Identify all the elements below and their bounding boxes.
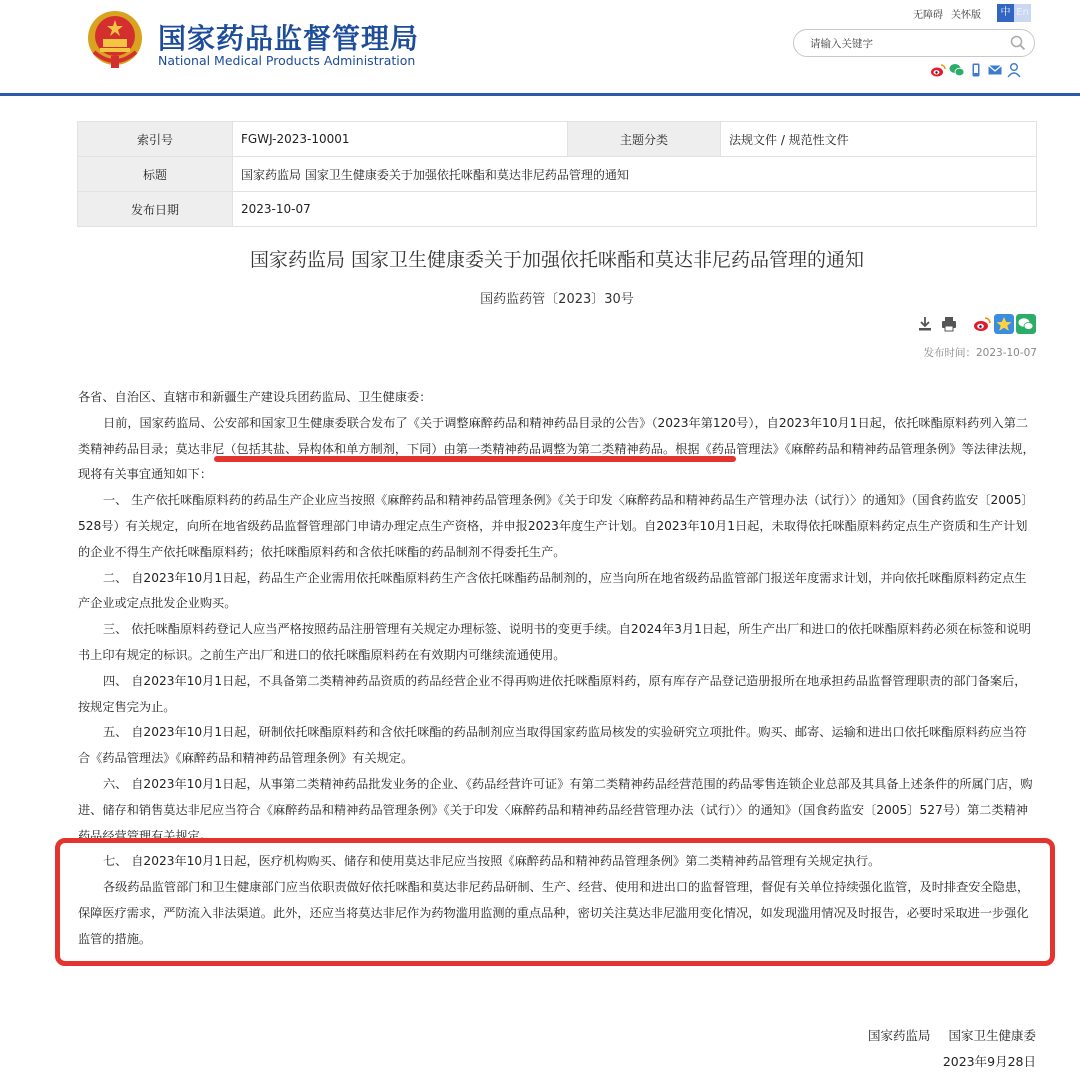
lang-en-button[interactable]: En — [1014, 4, 1031, 22]
print-icon[interactable] — [940, 315, 958, 333]
item-paragraph-2: 二、 自2023年10月1日起，药品生产企业需用依托咪酯原料药生产含依托咪酯药品制剂的，应当向所在地省级药品监管部门报送年度需求计划，并向依托咪酯原料药定点生产企业或定点批发企业购买。 — [78, 570, 1027, 611]
topic-value: 法规文件 / 规范性文件 — [721, 122, 1037, 157]
user-icon[interactable] — [1006, 62, 1022, 78]
share-buttons — [972, 314, 1036, 334]
site-title[interactable]: 国家药品监督管理局 — [158, 22, 420, 55]
accessibility-link[interactable]: 无障碍 — [913, 10, 943, 21]
table-row — [78, 157, 1037, 192]
salutation: 各省、自治区、直辖市和新疆生产建设兵团药监局、卫生健康委： — [78, 390, 432, 404]
signature-date: 2023年9月28日 — [942, 1054, 1036, 1069]
signer-nhc: 国家卫生健康委 — [948, 1028, 1036, 1043]
mail-icon[interactable] — [987, 62, 1003, 78]
item-paragraph-7: 七、 自2023年10月1日起，医疗机构购买、储存和使用莫达非尼应当按照《麻醉药品和精神药品管理条例》第二类精神药品管理有关规定执行。 — [103, 854, 881, 869]
item-paragraph-6: 六、 自2023年10月1日起，从事第二类精神药品批发业务的企业、《药品经营许可证》有第二类精神药品经营范围的药品零售连锁企业总部及其具备上述条件的所属门店，购进、储存和销售莫达非尼应当符合《麻醉药品和精神药品管理条例》《关于印发〈麻醉药品和精神药品经营管理办法（试行）〉的通知》（国食药监安〔2005〕527号）第二类精神药品经营管理有关规定。 — [78, 776, 1033, 843]
lang-zh-button[interactable]: 中 — [997, 4, 1014, 22]
intro-paragraph: 日前，国家药监局、公安部和国家卫生健康委联合发布了《关于调整麻醉药品和精神药品目录的公告》（2023年第120号），自2023年10月1日起，依托咪酯原料药列入第二类精神药品目录；莫达非尼（包括其盐、异构体和单方制剂，下同）由第一类精神药品调整为第二类精神药品。根据《药品管理法》《麻醉药品和精神药品管理条例》等法律法规，现将有关事宜通知如下： — [78, 415, 1035, 482]
item-paragraph-4: 四、 自2023年10月1日起，不具备第二类精神药品资质的药品经营企业不得再购进依托咪酯原料药，原有库存产品登记造册报所在地承担药品监督管理职责的部门备案后，按规定售完为止。 — [78, 673, 1027, 714]
site-title-english[interactable]: National Medical Products Administration — [158, 53, 416, 68]
index-value: FGWJ-2023-10001 — [233, 122, 568, 157]
topic-label: 主题分类 — [568, 122, 721, 157]
document-info-table — [77, 121, 1037, 227]
highlight-box — [55, 838, 1055, 966]
item-paragraph-1: 一、 生产依托咪酯原料药的药品生产企业应当按照《麻醉药品和精神药品管理条例》《关于印发〈麻醉药品和精神药品生产管理办法（试行）〉的通知》（国食药监安〔2005〕528号）有关规定，向所在地省级药品监督管理部门申请办理定点生产资格，并申报2023年度生产计划。自2023年10月1日起，未取得依托咪酯原料药定点生产资质和生产计划的企业不得生产依托咪酯原料药；依托咪酯原料药和含依托咪酯的药品制剂不得委托生产。 — [78, 493, 1034, 559]
language-switcher — [997, 4, 1031, 22]
date-label: 发布日期 — [78, 192, 233, 227]
publish-time: 发布时间：2023-10-07 — [923, 347, 1037, 359]
date-value: 2023-10-07 — [233, 192, 1037, 227]
wechat-icon[interactable] — [949, 62, 965, 78]
highlight-underline — [214, 456, 736, 462]
document-number: 国药监药管〔2023〕30号 — [480, 292, 634, 307]
closing-paragraph: 各级药品监管部门和卫生健康部门应当依职责做好依托咪酯和莫达非尼药品研制、生产、经营、使用和进出口的监督管理，督促有关单位持续强化监管，及时排查安全隐患，保障医疗需求，严防流入非法渠道。此外，还应当将莫达非尼作为药物滥用监测的重点品种，密切关注莫达非尼滥用变化情况，如发现滥用情况及时报告，必要时采取进一步强化监管的措施。 — [78, 880, 1030, 946]
item-paragraph-3: 三、 依托咪酯原料药登记人应当严格按照药品注册管理有关规定办理标签、说明书的变更手续。自2024年3月1日起，所生产出厂和进口的依托咪酯原料药必须在标签和说明书上印有规定的标识。之前生产出厂和进口的依托咪酯原料药在有效期内可继续流通使用。 — [78, 622, 1031, 662]
mobile-icon[interactable] — [968, 62, 984, 78]
wechat-share-icon[interactable] — [1016, 314, 1036, 334]
weibo-icon[interactable] — [930, 62, 946, 78]
search-input[interactable] — [808, 34, 1002, 54]
social-links — [930, 62, 1022, 78]
index-label: 索引号 — [78, 122, 233, 157]
item-paragraph-5: 五、 自2023年10月1日起，研制依托咪酯原料药和含依托咪酯的药品制剂应当取得国家药监局核发的实验研究立项批件。购买、邮寄、运输和进出口依托咪酯原料药应当符合《药品管理法》《麻醉药品和精神药品管理条例》有关规定。 — [78, 725, 1027, 766]
weibo-share-icon[interactable] — [972, 314, 992, 334]
qzone-share-icon[interactable] — [994, 314, 1014, 334]
table-row — [78, 192, 1037, 227]
national-emblem-icon[interactable] — [86, 8, 144, 70]
table-row — [78, 122, 1037, 157]
document-tools — [916, 315, 958, 333]
site-header — [0, 0, 1080, 95]
download-icon[interactable] — [916, 315, 934, 333]
search-box — [793, 29, 1035, 57]
signer-nmpa: 国家药监局 — [867, 1028, 931, 1043]
top-links — [913, 6, 989, 21]
title-value: 国家药监局 国家卫生健康委关于加强依托咪酯和莫达非尼药品管理的通知 — [233, 157, 1037, 192]
document-title: 国家药监局 国家卫生健康委关于加强依托咪酯和莫达非尼药品管理的通知 — [249, 249, 865, 271]
elderly-mode-link[interactable]: 关怀版 — [951, 10, 981, 21]
header-divider — [0, 93, 1080, 96]
title-label: 标题 — [78, 157, 233, 192]
signature-orgs — [820, 1026, 1036, 1044]
search-icon[interactable] — [1010, 35, 1026, 51]
